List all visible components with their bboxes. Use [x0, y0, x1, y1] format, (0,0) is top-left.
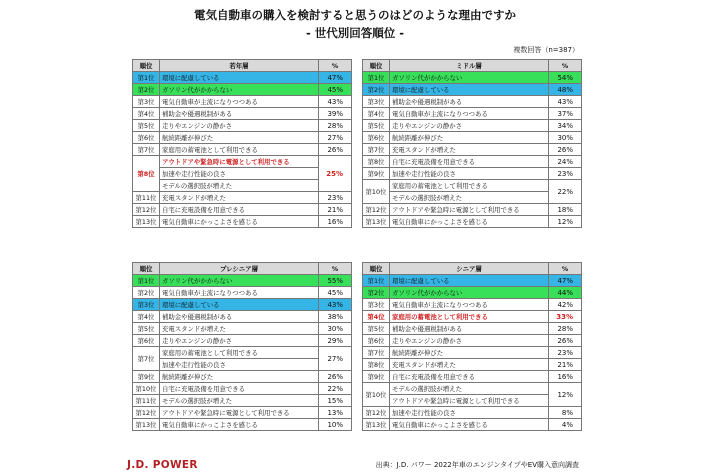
table-row — [133, 144, 352, 156]
reason-cell: 補助金や優遇税制がある — [390, 323, 549, 335]
percent-cell: 26% — [549, 335, 582, 347]
rank-cell: 第6位 — [363, 132, 390, 144]
rank-cell: 第5位 — [363, 323, 390, 335]
pct-header: % — [549, 263, 582, 275]
reason-cell: 充電スタンドが増えた — [160, 192, 319, 204]
rank-cell: 第13位 — [363, 216, 390, 228]
reason-cell: 電気自動車が主流になりつつある — [390, 299, 549, 311]
percent-cell: 8% — [549, 407, 582, 419]
rank-header: 順位 — [133, 60, 160, 72]
percent-cell: 27% — [319, 132, 352, 144]
percent-cell: 38% — [319, 311, 352, 323]
table-row — [133, 132, 352, 144]
percent-cell: 24% — [549, 156, 582, 168]
table-row — [133, 216, 352, 228]
table-row — [363, 419, 582, 431]
table-row — [363, 299, 582, 311]
rank-cell: 第12位 — [363, 204, 390, 216]
percent-cell: 16% — [549, 371, 582, 383]
reason-cell: 航続距離が伸びた — [160, 132, 319, 144]
source-note: 出典：J.D. パワー 2022年車のエンジンタイプやEV購入意向調査 — [375, 461, 579, 469]
table-middle — [362, 59, 582, 228]
table-row — [133, 84, 352, 96]
reason-cell: 自宅に充電設備を用意できる — [160, 383, 319, 395]
reason-cell: 補助金や優遇税制がある — [390, 96, 549, 108]
table-row — [363, 275, 582, 287]
table-row — [363, 120, 582, 132]
table-row — [133, 287, 352, 299]
percent-cell: 45% — [319, 84, 352, 96]
reason-cell: ガソリン代がかからない — [390, 287, 549, 299]
table-row — [363, 84, 582, 96]
table-row — [133, 311, 352, 323]
reason-cell: ガソリン代がかからない — [160, 275, 319, 287]
table-row — [363, 323, 582, 335]
table-row — [363, 347, 582, 359]
rank-cell: 第9位 — [133, 371, 160, 383]
rank-cell: 第2位 — [363, 287, 390, 299]
percent-cell: 34% — [549, 120, 582, 132]
percent-cell: 23% — [549, 347, 582, 359]
percent-cell: 27% — [319, 347, 352, 371]
rank-cell: 第10位 — [363, 180, 390, 204]
percent-cell: 12% — [549, 216, 582, 228]
reason-cell: 家庭用の蓄電池として利用できる — [160, 347, 319, 359]
percent-cell: 47% — [319, 72, 352, 84]
rank-cell: 第7位 — [133, 347, 160, 371]
group-header: 若年層 — [160, 60, 319, 72]
percent-cell: 48% — [549, 84, 582, 96]
reason-cell: 航続距離が伸びた — [390, 132, 549, 144]
table-row — [133, 395, 352, 407]
reason-cell: 自宅に充電設備を用意できる — [390, 371, 549, 383]
table-presenior — [132, 262, 352, 431]
percent-cell: 28% — [319, 120, 352, 132]
reason-cell: 環境に配慮している — [160, 299, 319, 311]
table-row — [363, 359, 582, 371]
sample-note: 複数回答（n=387） — [513, 46, 579, 54]
percent-cell: 18% — [549, 204, 582, 216]
reason-cell: 加速や走行性能の良さ — [160, 168, 319, 180]
reason-cell: ガソリン代がかからない — [160, 84, 319, 96]
rank-cell: 第8位 — [363, 156, 390, 168]
reason-cell: 加速や走行性能の良さ — [390, 168, 549, 180]
page-title: 電気自動車の購入を検討すると思うのはどのような理由ですか — [194, 8, 516, 22]
reason-cell: 補助金や優遇税制がある — [160, 311, 319, 323]
rank-cell: 第13位 — [133, 216, 160, 228]
reason-cell: 走りやエンジンの静かさ — [390, 120, 549, 132]
percent-cell: 26% — [319, 144, 352, 156]
table-row — [363, 371, 582, 383]
rank-header: 順位 — [363, 60, 390, 72]
reason-cell: アウトドアや緊急時に電源として利用できる — [160, 156, 319, 168]
percent-cell: 43% — [319, 299, 352, 311]
reason-cell: モデルの選択肢が増えた — [160, 395, 319, 407]
rank-cell: 第4位 — [133, 108, 160, 120]
reason-cell: 家庭用の蓄電池として利用できる — [390, 180, 549, 192]
rank-cell: 第4位 — [363, 108, 390, 120]
table-row — [133, 192, 352, 204]
pct-header: % — [549, 60, 582, 72]
reason-cell: 電気自動車が主流になりつつある — [160, 287, 319, 299]
rank-cell: 第2位 — [363, 84, 390, 96]
table-row — [363, 335, 582, 347]
rank-cell: 第12位 — [133, 407, 160, 419]
table-row — [133, 275, 352, 287]
reason-cell: ガソリン代がかからない — [390, 72, 549, 84]
group-header: シニア層 — [390, 263, 549, 275]
rank-cell: 第2位 — [133, 287, 160, 299]
table-row — [133, 335, 352, 347]
percent-cell: 39% — [319, 108, 352, 120]
rank-cell: 第9位 — [363, 371, 390, 383]
table-row — [363, 132, 582, 144]
rank-cell: 第1位 — [133, 275, 160, 287]
rank-cell: 第7位 — [133, 144, 160, 156]
rank-cell: 第4位 — [363, 311, 390, 323]
percent-cell: 26% — [549, 144, 582, 156]
percent-cell: 16% — [319, 216, 352, 228]
table-row — [363, 311, 582, 323]
pct-header: % — [319, 263, 352, 275]
table-row — [133, 323, 352, 335]
percent-cell: 21% — [319, 204, 352, 216]
table-row — [133, 407, 352, 419]
percent-cell: 4% — [549, 419, 582, 431]
reason-cell: 航続距離が伸びた — [160, 371, 319, 383]
rank-cell: 第2位 — [133, 84, 160, 96]
table-row — [363, 383, 582, 395]
rank-cell: 第10位 — [133, 383, 160, 395]
reason-cell: 家庭用の蓄電池として利用できる — [160, 144, 319, 156]
reason-cell: モデルの選択肢が増えた — [390, 192, 549, 204]
reason-cell: アウトドアや緊急時に電源として利用できる — [390, 204, 549, 216]
rank-cell: 第11位 — [133, 192, 160, 204]
reason-cell: モデルの選択肢が増えた — [390, 383, 549, 395]
percent-cell: 25% — [319, 156, 352, 192]
reason-cell: 家庭用の蓄電池として利用できる — [390, 311, 549, 323]
percent-cell: 37% — [549, 108, 582, 120]
percent-cell: 23% — [549, 168, 582, 180]
reason-cell: 走りやエンジンの静かさ — [160, 120, 319, 132]
reason-cell: 航続距離が伸びた — [390, 347, 549, 359]
table-row — [363, 156, 582, 168]
percent-cell: 28% — [549, 323, 582, 335]
percent-cell: 30% — [319, 323, 352, 335]
percent-cell: 44% — [549, 287, 582, 299]
reason-cell: 電気自動車にかっこよさを感じる — [160, 216, 319, 228]
table-row — [133, 419, 352, 431]
rank-cell: 第6位 — [133, 132, 160, 144]
rank-cell: 第5位 — [133, 323, 160, 335]
rank-cell: 第10位 — [363, 383, 390, 407]
group-header: ミドル層 — [390, 60, 549, 72]
rank-cell: 第3位 — [133, 96, 160, 108]
percent-cell: 33% — [549, 311, 582, 323]
percent-cell: 30% — [549, 132, 582, 144]
percent-cell: 29% — [319, 335, 352, 347]
percent-cell: 43% — [319, 96, 352, 108]
table-row — [133, 299, 352, 311]
percent-cell: 43% — [549, 96, 582, 108]
reason-cell: 走りやエンジンの静かさ — [160, 335, 319, 347]
rank-cell: 第5位 — [133, 120, 160, 132]
rank-cell: 第1位 — [363, 72, 390, 84]
rank-cell: 第12位 — [363, 407, 390, 419]
rank-cell: 第5位 — [363, 120, 390, 132]
reason-cell: アウトドアや緊急時に電源として利用できる — [390, 395, 549, 407]
rank-cell: 第3位 — [363, 299, 390, 311]
table-row — [133, 120, 352, 132]
rank-cell: 第7位 — [363, 144, 390, 156]
table-row — [363, 168, 582, 180]
rank-cell: 第11位 — [133, 395, 160, 407]
reason-cell: 環境に配慮している — [390, 84, 549, 96]
table-row — [363, 204, 582, 216]
percent-cell: 15% — [319, 395, 352, 407]
rank-cell: 第8位 — [133, 156, 160, 192]
percent-cell: 22% — [319, 383, 352, 395]
table-row — [133, 108, 352, 120]
reason-cell: 補助金や優遇税制がある — [160, 108, 319, 120]
reason-cell: モデルの選択肢が増えた — [160, 180, 319, 192]
rank-cell: 第12位 — [133, 204, 160, 216]
rank-cell: 第4位 — [133, 311, 160, 323]
table-row — [133, 204, 352, 216]
percent-cell: 47% — [549, 275, 582, 287]
table-row — [133, 72, 352, 84]
rank-cell: 第1位 — [363, 275, 390, 287]
table-row — [363, 180, 582, 192]
reason-cell: 電気自動車にかっこよさを感じる — [390, 216, 549, 228]
percent-cell: 23% — [319, 192, 352, 204]
reason-cell: 電気自動車が主流になりつつある — [160, 96, 319, 108]
table-row — [363, 287, 582, 299]
table-row — [133, 371, 352, 383]
reason-cell: 環境に配慮している — [390, 275, 549, 287]
pct-header: % — [319, 60, 352, 72]
rank-cell: 第13位 — [363, 419, 390, 431]
percent-cell: 54% — [549, 72, 582, 84]
reason-cell: 充電スタンドが増えた — [160, 323, 319, 335]
reason-cell: 自宅に充電設備を用意できる — [160, 204, 319, 216]
reason-cell: 加速や走行性能の良さ — [390, 407, 549, 419]
rank-cell: 第9位 — [363, 168, 390, 180]
reason-cell: 走りやエンジンの静かさ — [390, 335, 549, 347]
reason-cell: 電気自動車にかっこよさを感じる — [390, 419, 549, 431]
percent-cell: 13% — [319, 407, 352, 419]
table-young — [132, 59, 352, 228]
table-row — [133, 383, 352, 395]
table-row — [363, 407, 582, 419]
percent-cell: 26% — [319, 371, 352, 383]
percent-cell: 21% — [549, 359, 582, 371]
rank-header: 順位 — [133, 263, 160, 275]
reason-cell: 充電スタンドが増えた — [390, 144, 549, 156]
table-row — [133, 96, 352, 108]
reason-cell: 電気自動車にかっこよさを感じる — [160, 419, 319, 431]
reason-cell: アウトドアや緊急時に電源として利用できる — [160, 407, 319, 419]
table-senior — [362, 262, 582, 431]
percent-cell: 42% — [549, 299, 582, 311]
jd-power-logo: J.D. POWER — [127, 459, 198, 471]
table-row — [363, 108, 582, 120]
rank-cell: 第8位 — [363, 359, 390, 371]
reason-cell: 自宅に充電設備を用意できる — [390, 156, 549, 168]
table-row — [363, 216, 582, 228]
rank-cell: 第7位 — [363, 347, 390, 359]
table-row — [133, 347, 352, 359]
rank-cell: 第13位 — [133, 419, 160, 431]
percent-cell: 45% — [319, 287, 352, 299]
percent-cell: 10% — [319, 419, 352, 431]
page-subtitle: - 世代別回答順位 - — [305, 26, 405, 40]
reason-cell: 充電スタンドが増えた — [390, 359, 549, 371]
reason-cell: 環境に配慮している — [160, 72, 319, 84]
table-row — [133, 156, 352, 168]
rank-header: 順位 — [363, 263, 390, 275]
table-row — [363, 72, 582, 84]
percent-cell: 12% — [549, 383, 582, 407]
group-header: プレシニア層 — [160, 263, 319, 275]
table-row — [363, 144, 582, 156]
percent-cell: 22% — [549, 180, 582, 204]
rank-cell: 第6位 — [133, 335, 160, 347]
table-row — [363, 96, 582, 108]
percent-cell: 55% — [319, 275, 352, 287]
reason-cell: 電気自動車が主流になりつつある — [390, 108, 549, 120]
rank-cell: 第6位 — [363, 335, 390, 347]
rank-cell: 第3位 — [363, 96, 390, 108]
rank-cell: 第3位 — [133, 299, 160, 311]
rank-cell: 第1位 — [133, 72, 160, 84]
reason-cell: 加速や走行性能の良さ — [160, 359, 319, 371]
